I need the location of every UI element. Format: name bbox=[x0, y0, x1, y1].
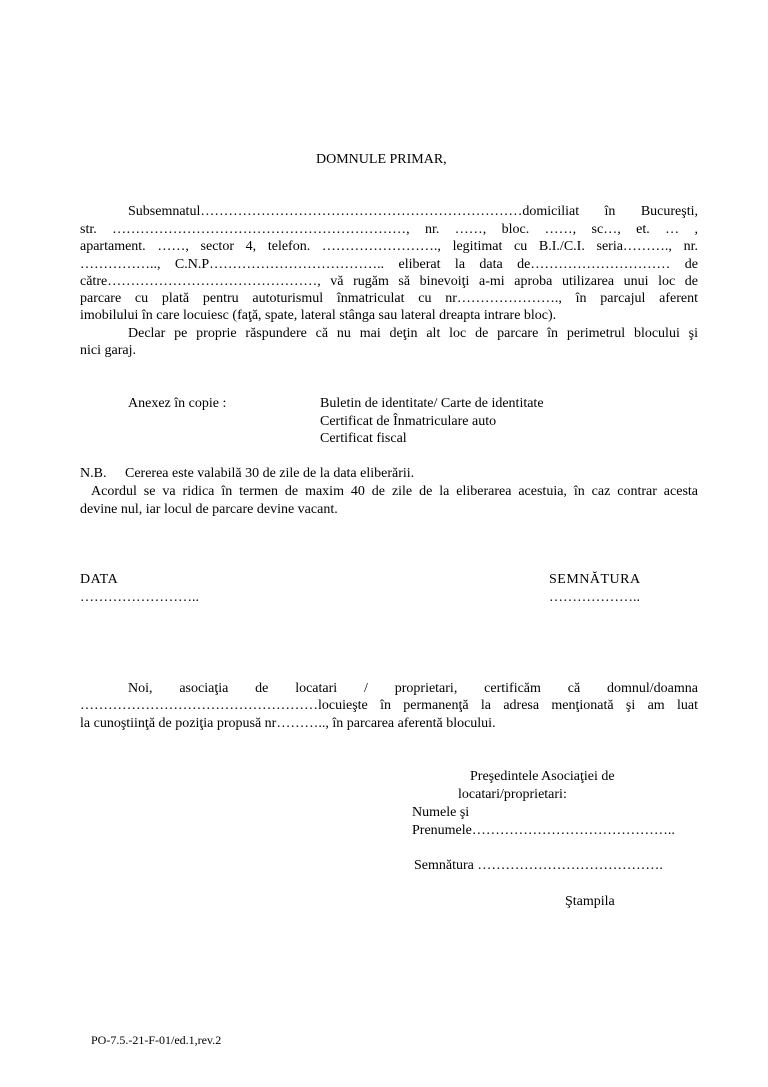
nb-text: Cererea este valabilă 30 de zile de la data eliberării. bbox=[125, 466, 415, 481]
request-line: …………….., C.N.P……………………………….. eliberat la data de………………………… de bbox=[80, 257, 698, 272]
declaration-line: Declar pe proprie răspundere că nu mai deţin alt loc de parcare în perimetrul blocului şi bbox=[128, 326, 698, 341]
annex-item: Certificat de Înmatriculare auto bbox=[320, 414, 497, 429]
date-label: DATA bbox=[80, 572, 119, 587]
annex-label: Anexez în copie : bbox=[128, 396, 227, 411]
request-line: imobilului în care locuiesc (faţă, spate, lateral stânga sau lateral dreapta intrare bloc). bbox=[80, 308, 557, 323]
request-line: parcare cu plată pentru autoturismul înmatriculat cu nr…………………., în parcajul aferent bbox=[80, 291, 698, 306]
page-title: DOMNULE PRIMAR, bbox=[316, 152, 447, 167]
president-title: locatari/proprietari: bbox=[458, 787, 567, 802]
signature-label: SEMNĂTURA bbox=[549, 572, 641, 587]
association-line: Noi, asociaţia de locatari / proprietari, certificăm că domnul/doamna bbox=[128, 681, 698, 696]
date-field: …………………….. bbox=[80, 590, 199, 605]
association-line: la cunoştiinţă de poziţia propusă nr……….., în parcarea aferentă blocului. bbox=[80, 716, 496, 731]
stamp-label: Ştampila bbox=[565, 894, 615, 909]
nb-text: devine nul, iar locul de parcare devine vacant. bbox=[80, 502, 338, 517]
nb-label: N.B. bbox=[80, 466, 107, 481]
annex-item: Buletin de identitate/ Carte de identitate bbox=[320, 396, 544, 411]
footer-code: PO-7.5.-21-F-01/ed.1,rev.2 bbox=[91, 1033, 222, 1047]
signature-field: ……………….. bbox=[549, 590, 640, 605]
president-signature-field: Semnătura …………………………………. bbox=[414, 858, 663, 873]
request-line: către………………………………………, vă rugăm să binevoiţi a-mi aproba utilizarea unui loc de bbox=[80, 274, 698, 289]
name-label: Numele şi bbox=[412, 805, 470, 820]
association-line: ……………………………………………locuieşte în permanenţă la adresa menţionată şi am luat bbox=[80, 698, 698, 713]
annex-item: Certificat fiscal bbox=[320, 431, 407, 446]
request-line: Subsemnatul……………………………………………………………domiciliat în Bucureşti, bbox=[128, 204, 698, 219]
president-title: Preşedintele Asociaţiei de bbox=[470, 769, 615, 784]
declaration-line: nici garaj. bbox=[80, 343, 136, 358]
nb-text: Acordul se va ridica în termen de maxim 40 de zile de la eliberarea acestuia, în caz contrar acesta bbox=[91, 484, 698, 499]
surname-field: Prenumele…………………………………….. bbox=[412, 823, 675, 838]
request-line: apartament. ……, sector 4, telefon. ……………………., legitimat cu B.I./C.I. seria………., nr. bbox=[80, 239, 698, 254]
request-line: str. ………………………………………………………, nr. ……, bloc. ……, sc…, et. … , bbox=[80, 222, 698, 237]
